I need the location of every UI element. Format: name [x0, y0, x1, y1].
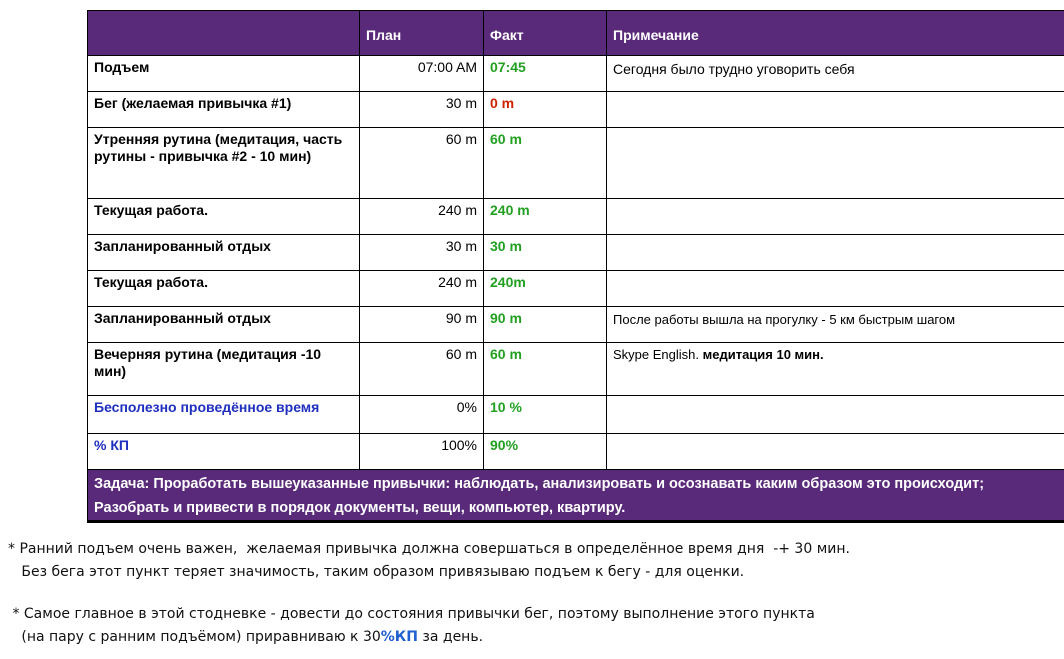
row-fact: 60 m — [484, 343, 607, 396]
row-plan: 30 m — [360, 92, 484, 128]
task-text: Задача: Проработать вышеуказанные привычки: наблюдать, анализировать и осознавать каким образом это происходит; Разобрать и привести в порядок документы, вещи, компьютер, квартиру. — [88, 470, 1064, 522]
footnote-line: Без бега этот пункт теряет значимость, таким образом привязываю подъем к бегу - для оценки. — [8, 564, 745, 580]
row-note: После работы вышла на прогулку - 5 км быстрым шагом — [607, 307, 1064, 343]
row-plan: 60 m — [360, 343, 484, 396]
table-row — [88, 56, 1064, 92]
header-blank — [88, 11, 360, 56]
row-plan: 07:00 AM — [360, 56, 484, 92]
row-fact: 10 % — [484, 396, 607, 434]
row-note — [607, 128, 1064, 199]
footnote-text: (на пару с ранним подъёмом) приравниваю к 30 — [8, 629, 381, 645]
task-row — [88, 470, 1064, 522]
row-name: Бег (желаемая привычка #1) — [88, 92, 360, 128]
row-plan: 90 m — [360, 307, 484, 343]
footnote-text: за день. — [417, 629, 484, 645]
table-row — [88, 307, 1064, 343]
habit-table-sheet — [87, 10, 1064, 523]
footnote-line — [8, 626, 1048, 649]
header-plan: План — [360, 11, 484, 56]
row-name: Утренняя рутина (медитация, часть рутины - привычка #2 - 10 мин) — [88, 128, 360, 199]
kp-highlight: %КП — [380, 629, 418, 645]
row-fact: 90 m — [484, 307, 607, 343]
row-fact: 60 m — [484, 128, 607, 199]
table-row — [88, 92, 1064, 128]
row-name: Бесполезно проведённое время — [88, 396, 360, 434]
row-plan: 100% — [360, 434, 484, 470]
row-name: Текущая работа. — [88, 199, 360, 235]
table-row — [88, 343, 1064, 396]
row-fact: 240m — [484, 271, 607, 307]
habit-table — [87, 10, 1064, 523]
row-plan: 0% — [360, 396, 484, 434]
table-header-row — [88, 11, 1064, 56]
table-row — [88, 396, 1064, 434]
table-row — [88, 434, 1064, 470]
row-note — [607, 271, 1064, 307]
table-row — [88, 235, 1064, 271]
row-name: % КП — [88, 434, 360, 470]
table-row — [88, 128, 1064, 199]
row-plan: 240 m — [360, 271, 484, 307]
row-note — [607, 199, 1064, 235]
row-fact: 90% — [484, 434, 607, 470]
row-note-bold: медитация 10 мин. — [702, 347, 824, 362]
footnote-line: * Самое главное в этой стодневке - довести до состояния привычки бег, поэтому выполнение этого пункта — [8, 606, 815, 622]
row-name: Вечерняя рутина (медитация -10 мин) — [88, 343, 360, 396]
header-fact: Факт — [484, 11, 607, 56]
row-fact: 30 m — [484, 235, 607, 271]
footnote-line: * Ранний подъем очень важен, желаемая привычка должна совершаться в определённое время дня -+ 30 мин. — [8, 541, 850, 557]
row-note — [607, 396, 1064, 434]
row-note: Сегодня было трудно уговорить себя — [607, 56, 1064, 92]
row-note — [607, 235, 1064, 271]
header-note: Примечание — [607, 11, 1064, 56]
row-fact: 240 m — [484, 199, 607, 235]
row-name: Запланированный отдых — [88, 307, 360, 343]
row-note — [607, 92, 1064, 128]
row-note — [607, 434, 1064, 470]
row-fact: 0 m — [484, 92, 607, 128]
row-note-plain: Skype English. — [613, 347, 703, 362]
row-plan: 30 m — [360, 235, 484, 271]
row-name: Запланированный отдых — [88, 235, 360, 271]
footnotes — [8, 538, 1048, 649]
table-row — [88, 271, 1064, 307]
row-name: Текущая работа. — [88, 271, 360, 307]
row-plan: 240 m — [360, 199, 484, 235]
row-fact: 07:45 — [484, 56, 607, 92]
row-plan: 60 m — [360, 128, 484, 199]
row-name: Подъем — [88, 56, 360, 92]
table-row — [88, 199, 1064, 235]
row-note — [607, 343, 1064, 396]
